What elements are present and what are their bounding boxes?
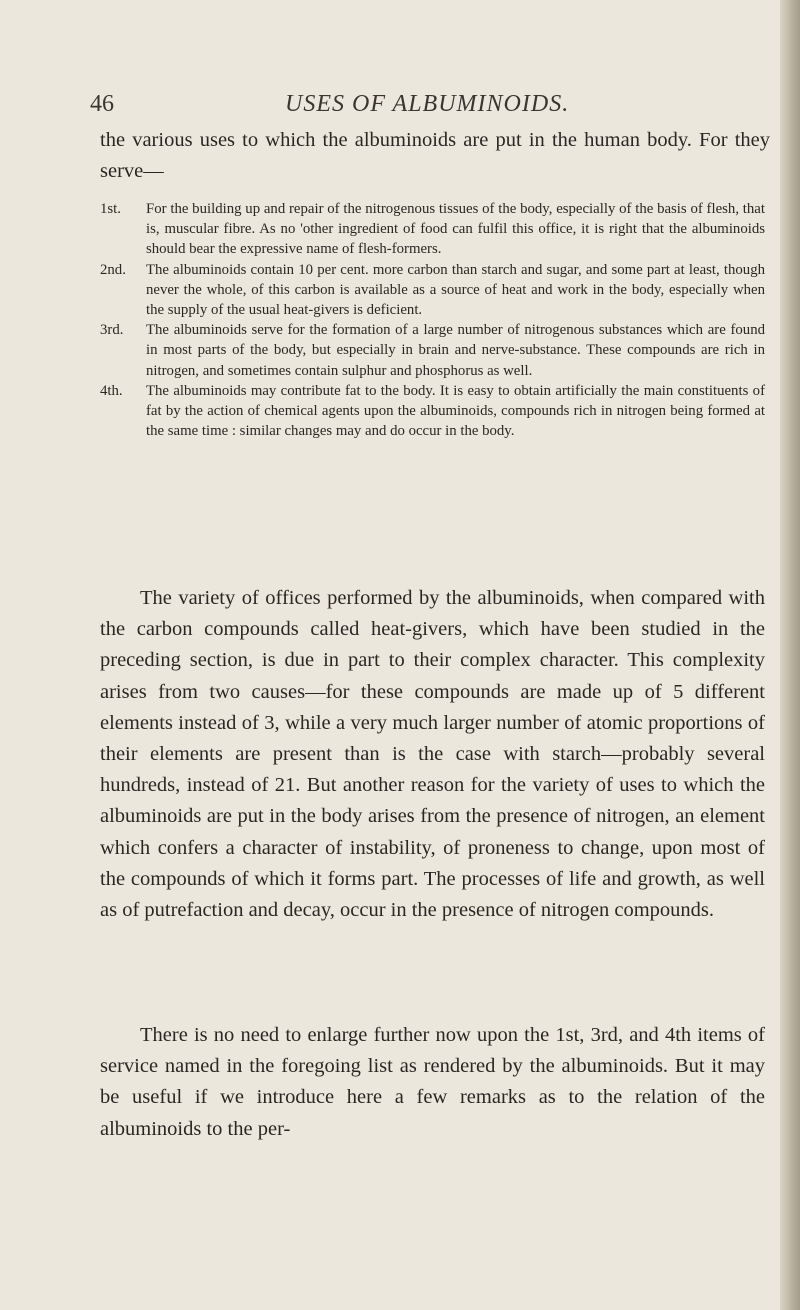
- use-number: 1st.: [100, 201, 121, 217]
- page-number: 46: [90, 91, 114, 117]
- page-header: [90, 91, 690, 125]
- uses-list: [100, 199, 765, 441]
- use-number: 2nd.: [100, 261, 126, 278]
- use-text: For the building up and repair of the nitrogenous tissues of the body, especially of the basis of flesh, that is, muscular fibre. As no 'other ingredient of food can fulfil this office, it is right that the albuminoids should bear the expressive name of flesh-formers.: [146, 201, 765, 258]
- running-title: USES OF ALBUMINOIDS.: [285, 91, 570, 117]
- use-text: The albuminoids serve for the formation of a large number of nitrogenous substances which are found in most parts of the body, but especially in brain and nerve-substance. These compounds are rich in nitrogen, and sometimes contain sulphur and phosphorus as well.: [146, 322, 765, 379]
- use-item: [100, 260, 765, 321]
- use-text: The albuminoids contain 10 per cent. more carbon than starch and sugar, and some part at least, though never the whole, of this carbon is available as a source of heat and work in the body, especially when the supply of the usual heat-givers is deficient.: [146, 261, 765, 319]
- use-item: [100, 320, 765, 381]
- body-paragraph: There is no need to enlarge further now upon the 1st, 3rd, and 4th items of service named in the foregoing list as rendered by the albuminoids. But it may be useful if we introduce here a few remarks as to the relation of the albuminoids to the per-: [100, 1024, 765, 1140]
- use-text: The albuminoids may contribute fat to the body. It is easy to obtain artificially the main constituents of fat by the action of chemical agents upon the albuminoids, compounds rich in nitrogen being formed at the same time : similar changes may and do occur in the body.: [146, 382, 765, 440]
- use-item: [100, 199, 765, 260]
- body-paragraph: The variety of offices performed by the albuminoids, when compared with the carbon compounds called heat-givers, which have been studied in the preceding section, is due in part to their complex character. This complexity arises from two causes—for these compounds are made up of 5 different elements instead of 3, while a very much larger number of atomic proportions of their elements are present than is the case with starch—probably several hundreds, instead of 21. But another reason for the variety of uses to which the albuminoids are put in the body arises from the presence of nitrogen, an element which confers a character of instability, of proneness to change, upon most of the compounds of which it forms part. The processes of life and growth, as well as of putrefaction and decay, occur in the presence of nitrogen compounds.: [100, 587, 765, 922]
- use-number: 3rd.: [100, 322, 124, 339]
- use-number: 4th.: [100, 382, 123, 399]
- page-edge: [780, 0, 800, 1310]
- intro-text: the various uses to which the albuminoids are put in the human body. For they serve—: [100, 129, 770, 182]
- use-item: [100, 381, 765, 442]
